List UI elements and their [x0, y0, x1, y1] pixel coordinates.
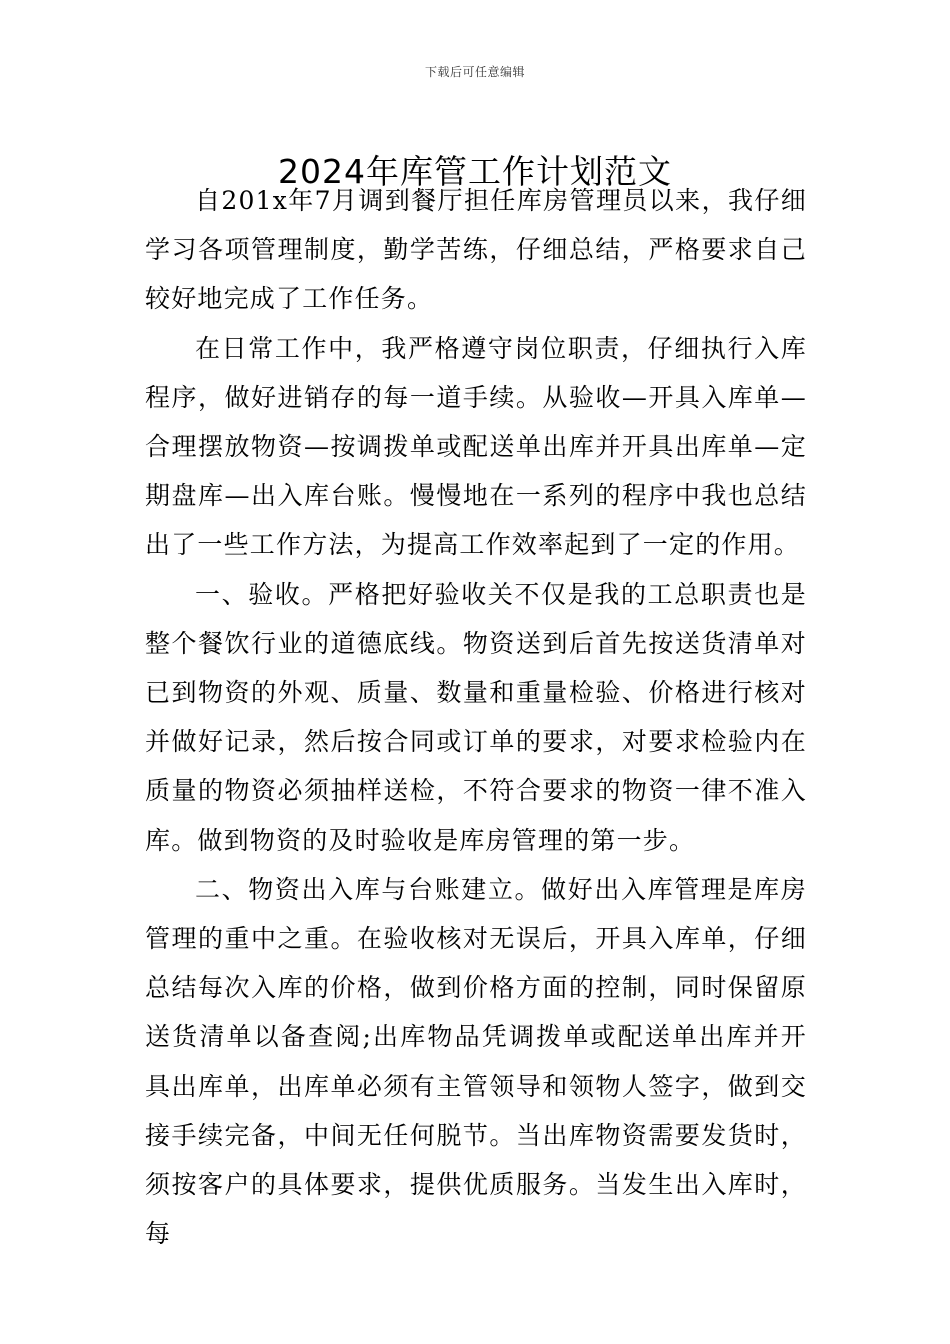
header-note: 下载后可任意编辑 — [424, 65, 525, 79]
paragraph-daily-work: 在日常工作中，我严格遵守岗位职责，仔细执行入库程序，做好进销存的每一道手续。从验收—开具入库单—合理摆放物资—按调拨单或配送单出库并开具出库单—定期盘库—出入库台账。慢慢地在一系列的程序中我也总结出了一些工作方法，为提高工作效率起到了一定的作用。 — [145, 333, 807, 560]
document-title: 2024年库管工作计划范文 — [278, 152, 672, 192]
paragraph-intro: 自201x年7月调到餐厅担任库房管理员以来，我仔细学习各项管理制度，勤学苦练，仔细总结，严格要求自己较好地完成了工作任务。 — [145, 186, 807, 314]
paragraph-inventory-ledger: 二、物资出入库与台账建立。做好出入库管理是库房管理的重中之重。在验收核对无误后，开具入库单，仔细总结每次入库的价格，做到价格方面的控制，同时保留原送货清单以备查阅;出库物品凭调拨单或配送单出库并开具出库单，出库单必须有主管领导和领物人签字，做到交接手续完备，中间无任何脱节。当出库物资需要发货时，须按客户的具体要求，提供优质服务。当发生出入库时，每 — [145, 874, 807, 1249]
document-body — [145, 176, 807, 1258]
paragraph-inspection: 一、验收。严格把好验收关不仅是我的工总职责也是整个餐饮行业的道德底线。物资送到后首先按送货清单对已到物资的外观、质量、数量和重量检验、价格进行核对并做好记录，然后按合同或订单的要求，对要求检验内在质量的物资必须抽样送检，不符合要求的物资一律不准入库。做到物资的及时验收是库房管理的第一步。 — [145, 579, 807, 855]
